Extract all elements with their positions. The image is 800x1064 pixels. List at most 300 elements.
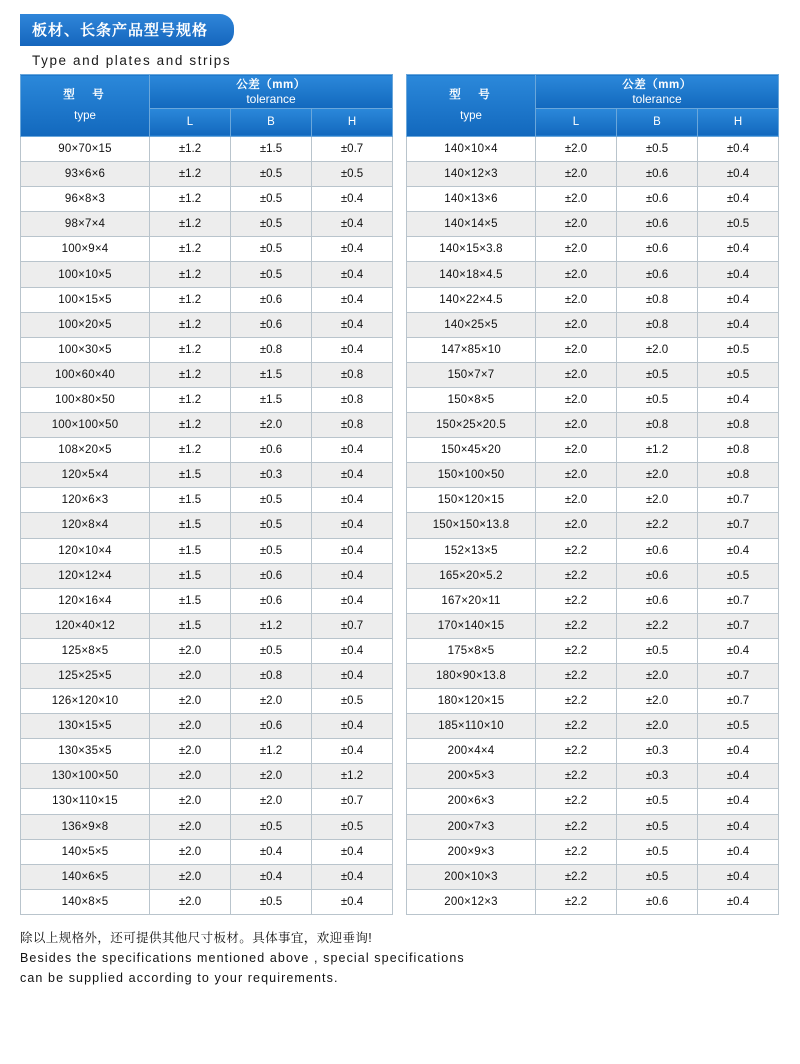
cell-type: 140×6×5 [21,864,150,889]
cell-tolerance-b: ±0.5 [231,212,312,237]
cell-tolerance-h: ±0.7 [312,137,393,162]
cell-tolerance-b: ±1.2 [231,613,312,638]
cell-tolerance-l: ±2.0 [536,488,617,513]
cell-tolerance-b: ±1.5 [231,362,312,387]
table-row [407,287,779,312]
cell-type: 140×8×5 [21,889,150,914]
cell-tolerance-l: ±2.2 [536,538,617,563]
header-type-zh: 型 号 [449,88,493,101]
cell-type: 100×15×5 [21,287,150,312]
footer-line-en-2: can be supplied according to your requirements. [20,970,339,985]
table-row [21,714,393,739]
cell-tolerance-l: ±1.2 [150,287,231,312]
cell-tolerance-l: ±2.0 [536,413,617,438]
table-row [407,137,779,162]
cell-tolerance-l: ±2.0 [536,137,617,162]
cell-tolerance-b: ±0.5 [231,538,312,563]
table-row [407,212,779,237]
cell-tolerance-h: ±0.5 [698,212,779,237]
header-tolerance-zh: 公差（mm） [622,79,692,92]
table-row [407,513,779,538]
cell-tolerance-b: ±0.6 [617,563,698,588]
cell-type: 125×8×5 [21,638,150,663]
cell-tolerance-b: ±0.6 [231,563,312,588]
cell-tolerance-b: ±2.0 [617,663,698,688]
cell-tolerance-l: ±2.0 [150,864,231,889]
cell-tolerance-b: ±0.8 [231,663,312,688]
cell-tolerance-l: ±2.0 [150,839,231,864]
header-tolerance [536,75,779,109]
cell-type: 175×8×5 [407,638,536,663]
cell-tolerance-l: ±2.0 [536,262,617,287]
cell-tolerance-b: ±0.4 [231,864,312,889]
cell-tolerance-l: ±2.2 [536,613,617,638]
cell-tolerance-l: ±1.2 [150,438,231,463]
table-row [407,638,779,663]
cell-tolerance-h: ±0.4 [698,864,779,889]
cell-type: 126×120×10 [21,689,150,714]
cell-tolerance-h: ±0.8 [698,463,779,488]
cell-type: 150×120×15 [407,488,536,513]
cell-tolerance-h: ±0.7 [698,588,779,613]
header-type-en: type [74,109,96,122]
cell-tolerance-l: ±1.2 [150,387,231,412]
footer-line-en-1: Besides the specifications mentioned above , special specifications [20,950,465,965]
cell-tolerance-b: ±0.8 [617,287,698,312]
header-tolerance [150,75,393,109]
page-title: 板材、长条产品型号规格 [20,14,234,46]
cell-tolerance-l: ±2.2 [536,789,617,814]
table-row [407,714,779,739]
cell-tolerance-b: ±0.6 [617,212,698,237]
table-row [21,638,393,663]
cell-tolerance-l: ±2.2 [536,739,617,764]
cell-type: 150×8×5 [407,387,536,412]
table-row [407,438,779,463]
cell-tolerance-l: ±1.5 [150,613,231,638]
cell-tolerance-h: ±0.4 [312,463,393,488]
cell-tolerance-h: ±0.4 [312,262,393,287]
cell-tolerance-b: ±0.6 [617,588,698,613]
cell-tolerance-h: ±0.4 [312,588,393,613]
table-row [21,287,393,312]
table-row [21,588,393,613]
cell-tolerance-b: ±1.5 [231,137,312,162]
cell-tolerance-b: ±0.8 [617,413,698,438]
table-row [407,764,779,789]
table-row [407,362,779,387]
cell-tolerance-l: ±1.5 [150,538,231,563]
table-row [21,438,393,463]
table-row [407,387,779,412]
cell-type: 185×110×10 [407,714,536,739]
table-row [407,613,779,638]
table-row [407,563,779,588]
right-table-wrapper [406,74,778,915]
cell-tolerance-h: ±1.2 [312,764,393,789]
spec-table-left [20,74,393,915]
cell-tolerance-h: ±0.4 [312,714,393,739]
cell-tolerance-b: ±2.0 [617,488,698,513]
cell-tolerance-l: ±1.5 [150,588,231,613]
header-type [21,75,150,137]
cell-tolerance-b: ±1.2 [617,438,698,463]
cell-tolerance-b: ±2.0 [231,789,312,814]
table-row [21,839,393,864]
cell-tolerance-l: ±2.0 [536,463,617,488]
table-row [407,814,779,839]
table-row [21,864,393,889]
cell-tolerance-l: ±1.2 [150,187,231,212]
cell-tolerance-b: ±0.3 [617,764,698,789]
cell-tolerance-b: ±0.3 [231,463,312,488]
cell-tolerance-h: ±0.7 [698,488,779,513]
cell-type: 140×13×6 [407,187,536,212]
table-row [21,312,393,337]
cell-type: 120×5×4 [21,463,150,488]
table-body-left [21,137,393,915]
cell-tolerance-b: ±0.5 [617,387,698,412]
cell-type: 120×16×4 [21,588,150,613]
cell-tolerance-h: ±0.4 [698,187,779,212]
cell-type: 200×6×3 [407,789,536,814]
cell-type: 125×25×5 [21,663,150,688]
cell-tolerance-l: ±2.2 [536,764,617,789]
cell-tolerance-l: ±1.2 [150,162,231,187]
cell-tolerance-l: ±2.0 [150,638,231,663]
cell-type: 100×10×5 [21,262,150,287]
cell-tolerance-l: ±1.5 [150,488,231,513]
cell-type: 100×60×40 [21,362,150,387]
table-row [407,538,779,563]
cell-type: 120×8×4 [21,513,150,538]
cell-type: 152×13×5 [407,538,536,563]
cell-tolerance-h: ±0.5 [312,162,393,187]
cell-tolerance-h: ±0.4 [698,839,779,864]
cell-type: 93×6×6 [21,162,150,187]
table-row [21,538,393,563]
cell-tolerance-b: ±0.5 [617,137,698,162]
cell-tolerance-b: ±2.0 [231,689,312,714]
cell-tolerance-h: ±0.4 [698,137,779,162]
cell-tolerance-h: ±0.4 [312,839,393,864]
cell-tolerance-b: ±1.5 [231,387,312,412]
cell-type: 200×4×4 [407,739,536,764]
cell-tolerance-b: ±0.6 [617,262,698,287]
table-row [407,237,779,262]
cell-type: 140×15×3.8 [407,237,536,262]
cell-tolerance-l: ±2.0 [150,789,231,814]
header-tolerance-zh: 公差（mm） [236,79,306,92]
cell-type: 200×10×3 [407,864,536,889]
left-table-wrapper [20,74,392,915]
cell-tolerance-h: ±0.4 [312,638,393,663]
cell-tolerance-h: ±0.5 [698,563,779,588]
cell-tolerance-l: ±2.2 [536,889,617,914]
cell-tolerance-l: ±2.0 [536,438,617,463]
table-row [407,889,779,914]
cell-tolerance-b: ±0.6 [231,588,312,613]
table-row [21,212,393,237]
table-row [21,789,393,814]
cell-tolerance-b: ±0.5 [231,162,312,187]
cell-tolerance-b: ±0.6 [617,538,698,563]
cell-tolerance-l: ±2.2 [536,689,617,714]
cell-tolerance-h: ±0.4 [312,563,393,588]
cell-type: 167×20×11 [407,588,536,613]
cell-tolerance-b: ±0.5 [231,262,312,287]
cell-type: 150×100×50 [407,463,536,488]
table-row [21,513,393,538]
cell-tolerance-l: ±2.0 [150,889,231,914]
cell-type: 140×5×5 [21,839,150,864]
cell-type: 200×5×3 [407,764,536,789]
cell-type: 140×22×4.5 [407,287,536,312]
table-row [407,262,779,287]
table-row [21,337,393,362]
cell-tolerance-b: ±0.5 [617,839,698,864]
page-header [20,14,780,66]
cell-type: 165×20×5.2 [407,563,536,588]
cell-tolerance-l: ±1.2 [150,137,231,162]
table-row [21,387,393,412]
table-row [21,187,393,212]
cell-tolerance-l: ±1.5 [150,463,231,488]
cell-tolerance-h: ±0.4 [312,438,393,463]
cell-type: 140×18×4.5 [407,262,536,287]
cell-tolerance-l: ±1.2 [150,212,231,237]
header-col-h: H [312,108,393,136]
cell-type: 140×14×5 [407,212,536,237]
cell-tolerance-h: ±0.7 [698,613,779,638]
cell-tolerance-h: ±0.8 [312,387,393,412]
cell-type: 108×20×5 [21,438,150,463]
cell-tolerance-h: ±0.4 [698,889,779,914]
cell-tolerance-h: ±0.5 [698,714,779,739]
cell-tolerance-b: ±2.0 [231,764,312,789]
cell-tolerance-l: ±2.0 [150,689,231,714]
table-row [21,663,393,688]
cell-type: 140×10×4 [407,137,536,162]
cell-tolerance-l: ±1.2 [150,337,231,362]
cell-type: 150×7×7 [407,362,536,387]
cell-tolerance-b: ±0.3 [617,739,698,764]
table-row [407,162,779,187]
cell-tolerance-h: ±0.7 [312,789,393,814]
cell-tolerance-l: ±2.0 [536,387,617,412]
cell-tolerance-b: ±0.5 [231,814,312,839]
cell-tolerance-l: ±1.2 [150,312,231,337]
footer-note [20,928,780,988]
table-row [21,262,393,287]
cell-tolerance-h: ±0.4 [312,538,393,563]
cell-tolerance-h: ±0.8 [312,362,393,387]
cell-tolerance-h: ±0.8 [312,413,393,438]
cell-tolerance-l: ±2.2 [536,563,617,588]
cell-tolerance-b: ±0.5 [617,789,698,814]
cell-tolerance-h: ±0.4 [312,312,393,337]
table-row [407,739,779,764]
header-col-l: L [536,108,617,136]
cell-type: 100×100×50 [21,413,150,438]
footer-line-zh: 除以上规格外，还可提供其他尺寸板材。具体事宜，欢迎垂询! [20,930,373,945]
cell-type: 98×7×4 [21,212,150,237]
cell-tolerance-h: ±0.5 [312,814,393,839]
cell-tolerance-l: ±1.2 [150,413,231,438]
table-row [407,864,779,889]
cell-tolerance-h: ±0.4 [312,212,393,237]
header-col-l: L [150,108,231,136]
cell-tolerance-b: ±0.6 [231,714,312,739]
cell-type: 120×10×4 [21,538,150,563]
table-row [21,764,393,789]
table-row [407,588,779,613]
cell-tolerance-l: ±2.0 [150,663,231,688]
cell-tolerance-l: ±2.0 [536,187,617,212]
cell-tolerance-l: ±2.2 [536,864,617,889]
cell-tolerance-b: ±2.0 [617,689,698,714]
cell-type: 150×45×20 [407,438,536,463]
cell-type: 120×12×4 [21,563,150,588]
cell-tolerance-b: ±0.5 [231,237,312,262]
cell-tolerance-h: ±0.4 [698,262,779,287]
table-row [21,563,393,588]
table-row [21,413,393,438]
cell-tolerance-b: ±0.5 [617,638,698,663]
cell-tolerance-h: ±0.8 [698,413,779,438]
table-row [407,413,779,438]
cell-type: 120×40×12 [21,613,150,638]
table-row [21,689,393,714]
header-col-h: H [698,108,779,136]
table-body-right [407,137,779,915]
cell-tolerance-b: ±2.2 [617,513,698,538]
cell-tolerance-h: ±0.4 [698,739,779,764]
cell-tolerance-h: ±0.4 [698,789,779,814]
table-row [21,814,393,839]
header-col-b: B [231,108,312,136]
cell-tolerance-b: ±0.5 [231,488,312,513]
cell-tolerance-l: ±2.2 [536,638,617,663]
page-subtitle: Type and plates and strips [32,53,232,68]
cell-tolerance-h: ±0.4 [312,889,393,914]
table-row [21,463,393,488]
table-row [407,789,779,814]
cell-type: 200×9×3 [407,839,536,864]
table-row [21,362,393,387]
cell-tolerance-b: ±0.5 [231,889,312,914]
cell-type: 130×15×5 [21,714,150,739]
cell-tolerance-b: ±0.8 [617,312,698,337]
cell-tolerance-l: ±1.2 [150,362,231,387]
cell-type: 200×12×3 [407,889,536,914]
cell-tolerance-l: ±2.0 [536,212,617,237]
table-row [407,839,779,864]
cell-type: 180×90×13.8 [407,663,536,688]
cell-tolerance-h: ±0.4 [698,312,779,337]
cell-tolerance-l: ±2.0 [536,162,617,187]
cell-tolerance-b: ±2.0 [617,463,698,488]
cell-tolerance-l: ±1.5 [150,563,231,588]
cell-type: 100×30×5 [21,337,150,362]
cell-tolerance-b: ±0.6 [617,187,698,212]
cell-tolerance-h: ±0.4 [312,864,393,889]
header-tolerance-en: tolerance [632,92,682,107]
cell-tolerance-h: ±0.4 [312,739,393,764]
cell-tolerance-b: ±2.0 [617,337,698,362]
cell-tolerance-h: ±0.4 [698,638,779,663]
cell-tolerance-h: ±0.4 [698,237,779,262]
cell-tolerance-b: ±0.5 [617,362,698,387]
cell-tolerance-h: ±0.4 [312,513,393,538]
cell-tolerance-h: ±0.4 [698,538,779,563]
cell-tolerance-h: ±0.4 [698,387,779,412]
cell-tolerance-b: ±0.6 [617,889,698,914]
cell-tolerance-b: ±0.6 [617,237,698,262]
cell-tolerance-h: ±0.4 [698,764,779,789]
cell-tolerance-l: ±2.2 [536,588,617,613]
cell-tolerance-b: ±0.6 [231,312,312,337]
cell-tolerance-b: ±2.0 [617,714,698,739]
cell-type: 130×35×5 [21,739,150,764]
cell-tolerance-l: ±2.0 [150,814,231,839]
cell-tolerance-l: ±1.5 [150,513,231,538]
header-tolerance-en: tolerance [246,92,296,107]
cell-tolerance-h: ±0.4 [312,663,393,688]
header-type-zh: 型 号 [63,88,107,101]
cell-tolerance-b: ±0.6 [617,162,698,187]
cell-tolerance-b: ±0.5 [617,864,698,889]
cell-type: 136×9×8 [21,814,150,839]
table-row [407,187,779,212]
cell-type: 96×8×3 [21,187,150,212]
cell-tolerance-l: ±2.2 [536,839,617,864]
cell-type: 130×110×15 [21,789,150,814]
table-row [407,488,779,513]
table-row [407,689,779,714]
cell-tolerance-b: ±0.6 [231,287,312,312]
cell-tolerance-l: ±2.0 [536,513,617,538]
cell-tolerance-b: ±2.2 [617,613,698,638]
spec-tables [20,74,780,915]
cell-tolerance-h: ±0.4 [312,337,393,362]
cell-type: 120×6×3 [21,488,150,513]
cell-tolerance-l: ±1.2 [150,237,231,262]
cell-type: 100×9×4 [21,237,150,262]
cell-tolerance-h: ±0.4 [312,237,393,262]
cell-tolerance-l: ±2.0 [536,287,617,312]
cell-type: 150×150×13.8 [407,513,536,538]
cell-type: 100×20×5 [21,312,150,337]
cell-tolerance-h: ±0.7 [698,513,779,538]
cell-type: 100×80×50 [21,387,150,412]
cell-tolerance-h: ±0.4 [698,287,779,312]
cell-type: 147×85×10 [407,337,536,362]
spec-table-right [406,74,779,915]
cell-tolerance-b: ±0.4 [231,839,312,864]
cell-tolerance-l: ±2.0 [150,714,231,739]
cell-tolerance-h: ±0.5 [698,337,779,362]
cell-tolerance-h: ±0.4 [312,488,393,513]
table-row [21,488,393,513]
cell-tolerance-h: ±0.7 [312,613,393,638]
cell-tolerance-h: ±0.7 [698,663,779,688]
table-row [407,337,779,362]
cell-tolerance-b: ±0.6 [231,438,312,463]
cell-tolerance-h: ±0.8 [698,438,779,463]
header-type-en: type [460,109,482,122]
header-type [407,75,536,137]
